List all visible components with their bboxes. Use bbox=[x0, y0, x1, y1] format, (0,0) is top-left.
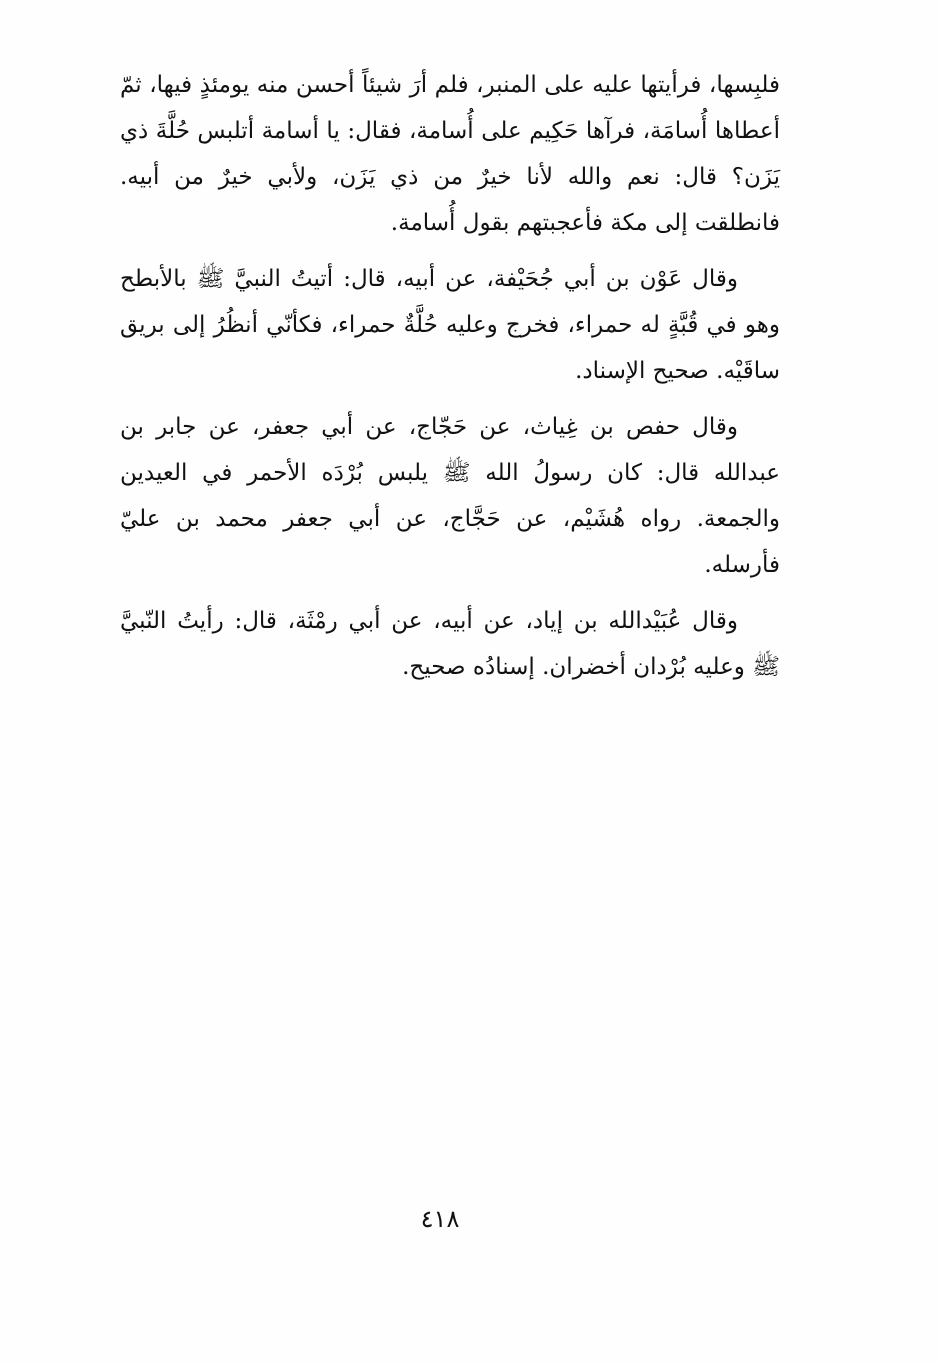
text-line: فلبِسها، فرأيتها عليه على المنبر، فلم أرَ شيئاً أحسن منه يومئذٍ فيها، ثمّ bbox=[120, 72, 780, 98]
text-line: وقال حفص بن غِياث، عن حَجّاج، عن أبي جعفر، عن جابر بن bbox=[120, 414, 738, 440]
text-line: فأرسله. bbox=[704, 552, 780, 578]
text-line: ساقَيْه. صحيح الإسناد. bbox=[575, 358, 780, 384]
text-line: وهو في قُبَّةٍ له حمراء، فخرج وعليه حُلَّةٌ حمراء، فكأنّي أنظُرُ إلى بريق bbox=[120, 312, 780, 338]
text-line: وقال عُبَيْدالله بن إياد، عن أبيه، عن أبي رمْثَة، قال: رأيتُ النّبيَّ bbox=[120, 608, 738, 634]
paragraph-4 bbox=[120, 598, 780, 690]
text-line: والجمعة. رواه هُشَيْم، عن حَجَّاج، عن أبي جعفر محمد بن عليّ bbox=[120, 506, 780, 532]
text-line: يَزَن؟ قال: نعم والله لأنا خيرٌ من ذي يَزَن، ولأبي خيرٌ من أبيه. bbox=[120, 164, 780, 190]
body-text bbox=[120, 62, 780, 700]
text-line: ﷺ وعليه بُرْدان أخضران. إسنادُه صحيح. bbox=[402, 654, 780, 680]
text-line: وقال عَوْن بن أبي جُحَيْفة، عن أبيه، قال: أتيتُ النبيَّ ﷺ بالأبطح bbox=[120, 266, 738, 292]
paragraph-3 bbox=[120, 404, 780, 588]
text-line: فانطلقت إلى مكة فأعجبتهم بقول أُسامة. bbox=[390, 210, 780, 236]
text-line: أعطاها أُسامَة، فرآها حَكِيم على أُسامة، فقال: يا أسامة أتلبس حُلَّةَ ذي bbox=[120, 118, 780, 144]
page-number: ٤١٨ bbox=[420, 1205, 460, 1233]
paragraph-2 bbox=[120, 256, 780, 394]
paragraph-1 bbox=[120, 62, 780, 246]
text-line: عبدالله قال: كان رسولُ الله ﷺ يلبس بُرْدَه الأحمر في العيدين bbox=[120, 460, 780, 486]
